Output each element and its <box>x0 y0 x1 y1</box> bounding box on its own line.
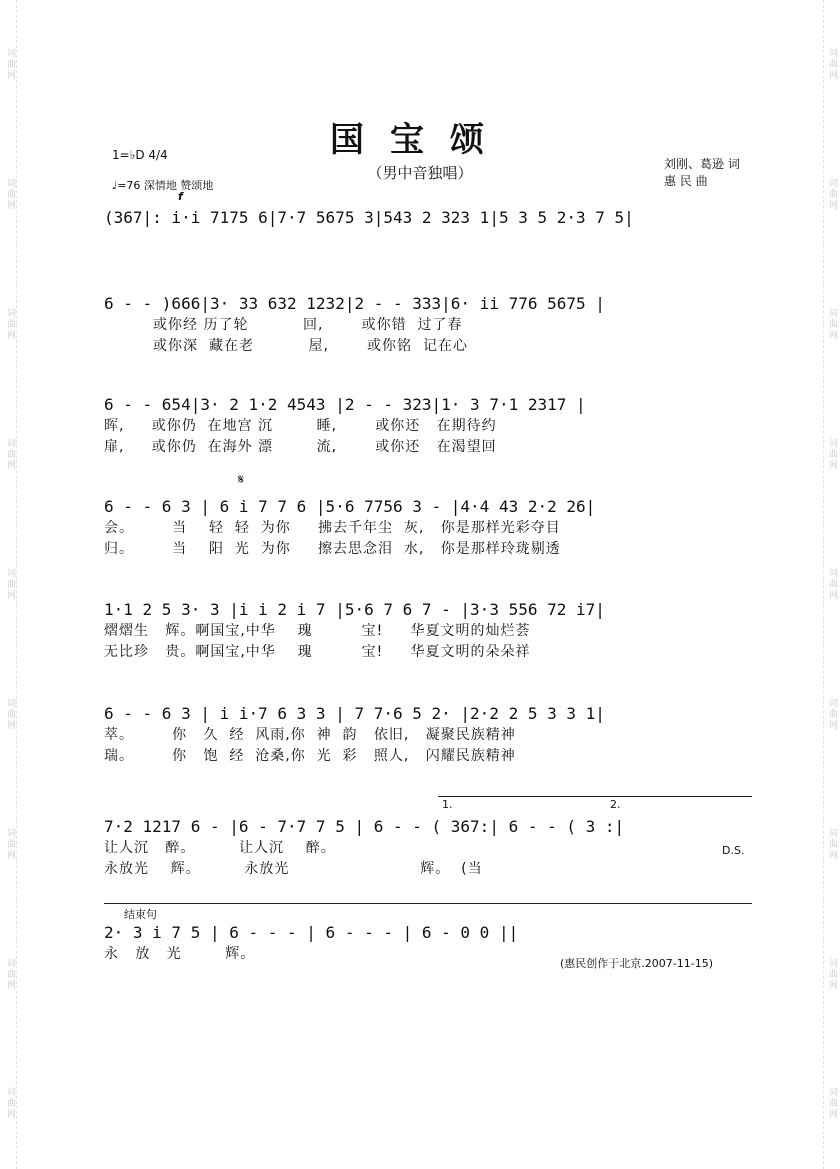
notes: 6 - - 6 3 | i i·7 6 3 3 | 7 7·6 5 2· |2·2 2 5 3 3 1| <box>104 704 605 723</box>
score-line-5 <box>104 599 754 663</box>
composition-note: (惠民创作于北京.2007-11-15) <box>560 957 714 970</box>
coda-label: 结束句 <box>124 908 157 921</box>
score-line-7 <box>104 816 754 880</box>
composer: 惠 民 曲 <box>664 174 708 188</box>
notes: (367|: i·i 7175 6|7·7 5675 3|543 2 323 1|5 3 5 2·3 7 5| <box>104 208 634 227</box>
notes: 6 - - 6 3 | 6 i 7 7 6 |5·6 7756 3 - |4·4 43 2·2 26| <box>104 497 596 516</box>
watermark-right: 词曲网 词曲网 词曲网 词曲网 词曲网 词曲网 词曲网 词曲网 词曲网 <box>823 0 838 1169</box>
song-title: 国宝颂 <box>330 120 510 160</box>
ending-bracket <box>438 796 752 797</box>
lyrics-verse-2: 无比珍 贵。啊国宝,中华 瑰 宝! 华夏文明的朵朵祥 <box>104 644 531 660</box>
song-subtitle: （男中音独唱） <box>367 164 473 182</box>
lyrics-verse-2: 归。 当 阳 光 为你 擦去思念泪 水, 你是那样玲珑剔透 <box>104 541 561 557</box>
lyrics-verse-1: 萃。 你 久 经 风雨,你 神 韵 依旧, 凝聚民族精神 <box>104 727 516 743</box>
lyrics-verse-1: 熠熠生 辉。啊国宝,中华 瑰 宝! 华夏文明的灿烂荟 <box>104 623 531 639</box>
watermark-left: 词曲网 词曲网 词曲网 词曲网 词曲网 词曲网 词曲网 词曲网 词曲网 <box>2 0 17 1169</box>
notes: 6 - - )666|3· 33 632 1232|2 - - 333|6· ii 776 5675 | <box>104 294 605 313</box>
dal-segno-mark: D.S. <box>722 844 745 857</box>
notes: 7·2 1217 6 - |6 - 7·7 7 5 | 6 - - ( 367:| 6 - - ( 3 :| <box>104 817 625 836</box>
score-line-4 <box>104 496 754 560</box>
lyrics-verse-2: 永放光 辉。 永放光 辉。 (当 <box>104 861 483 877</box>
score-line-3 <box>104 394 754 458</box>
lyrics-verse-2: 扉, 或你仍 在海外 漂 流, 或你还 在渴望回 <box>104 439 497 455</box>
key-signature: 1=♭D 4/4 <box>112 148 168 162</box>
tempo-mark: ♩=76 深情地 赞颂地 <box>112 179 214 192</box>
lyricists: 刘刚、葛逊 词 <box>664 157 740 171</box>
notes: 2· 3 i 7 5 | 6 - - - | 6 - - - | 6 - 0 0 || <box>104 923 519 942</box>
notes: 6 - - 654|3· 2 1·2 4543 |2 - - 323|1· 3 7·1 2317 | <box>104 395 586 414</box>
first-ending-label: 1. <box>442 798 453 811</box>
notes: 1·1 2 5 3· 3 |i i 2 i 7 |5·6 7 6 7 - |3·3 556 72 i7| <box>104 600 605 619</box>
segno-sign: 𝄋 <box>238 472 245 488</box>
lyrics-verse-2: 瑞。 你 饱 经 沧桑,你 光 彩 照人, 闪耀民族精神 <box>104 748 516 764</box>
second-ending-label: 2. <box>610 798 621 811</box>
lyrics-verse-1: 会。 当 轻 轻 为你 拂去千年尘 灰, 你是那样光彩夺目 <box>104 520 561 536</box>
lyrics-verse-2: 或你深 藏在老 屋, 或你铭 记在心 <box>104 338 468 354</box>
lyrics-verse-1: 让人沉 醉。 让人沉 醉。 <box>104 840 336 856</box>
score-line-6 <box>104 703 754 767</box>
score-line-1 <box>104 207 754 229</box>
lyrics-verse-1: 晖, 或你仍 在地宫 沉 睡, 或你还 在期待约 <box>104 418 497 434</box>
lyrics-verse-1: 或你经 历了轮 回, 或你错 过了春 <box>104 317 463 333</box>
coda-bracket <box>104 903 752 904</box>
dynamic-mark: f <box>178 190 183 203</box>
lyrics-verse-1: 永 放 光 辉。 <box>104 946 256 962</box>
credits <box>664 156 740 190</box>
score-line-2 <box>104 293 754 357</box>
